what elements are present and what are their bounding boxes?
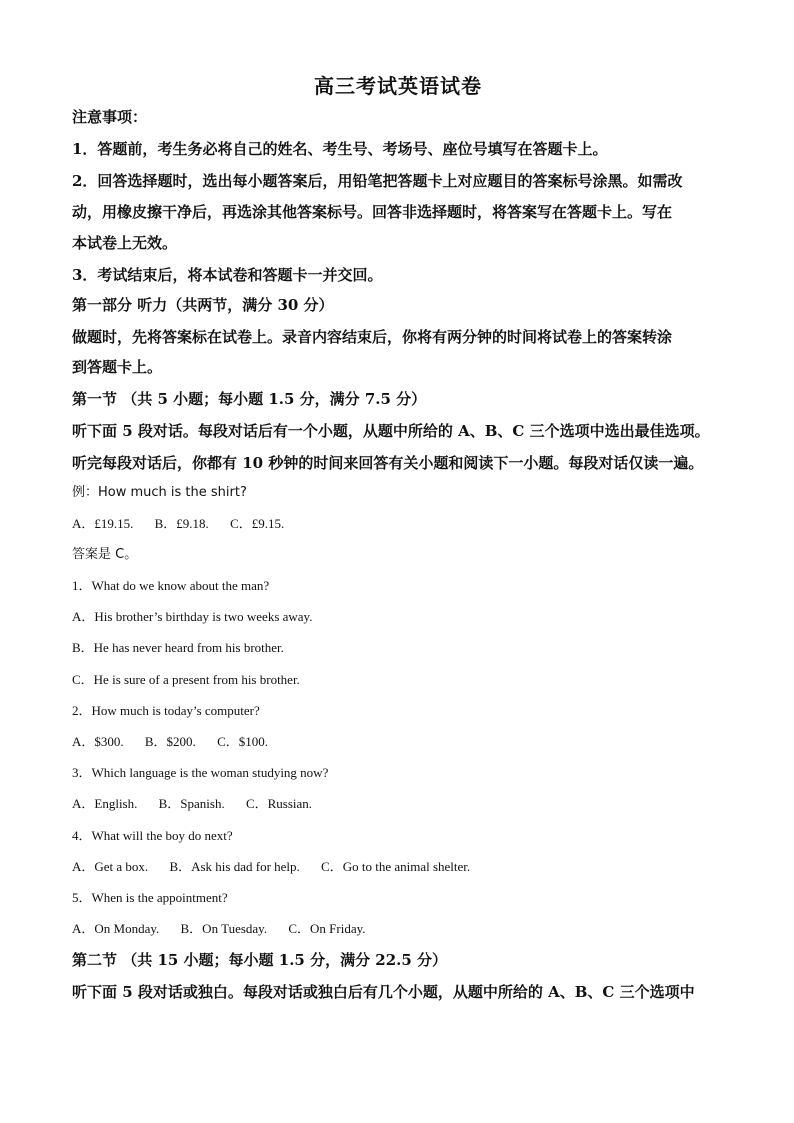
question-5-option-a: A．On Monday. bbox=[72, 921, 160, 936]
question-3-option-a: A．English. bbox=[72, 796, 138, 811]
page-title: 高三考试英语试卷 bbox=[314, 74, 482, 98]
question-1-option-a: A．His brother’s birthday is two weeks away. bbox=[72, 609, 313, 624]
question-1-stem: 1．What do we know about the man? bbox=[72, 578, 270, 593]
notice-heading: 注意事项： bbox=[72, 108, 148, 126]
question-3-option-c: C．Russian. bbox=[245, 796, 313, 811]
question-2-option-b: B．$200. bbox=[144, 734, 196, 749]
question-4-stem: 4．What will the boy do next? bbox=[72, 828, 233, 843]
question-4-option-c: C．Go to the animal shelter. bbox=[321, 859, 471, 874]
example-answer: 答案是 C。 bbox=[72, 547, 138, 562]
question-4-option-a: A．Get a box. bbox=[72, 859, 149, 874]
question-4-options bbox=[72, 856, 732, 878]
part1-instruction-line-1: 做题时，先将答案标在试卷上。录音内容结束后，你将有两分钟的时间将试卷上的答案转涂 bbox=[72, 328, 673, 346]
section1-instruction-line-2: 听完每段对话后，你都有 10 秒钟的时间来回答有关小题和阅读下一小题。每段对话仅读一遍。 bbox=[72, 454, 704, 472]
example-option-c: C．£9.15. bbox=[230, 516, 285, 531]
notice-item-2-line-2: 动，用橡皮擦干净后，再选涂其他答案标号。回答非选择题时，将答案写在答题卡上。写在 bbox=[72, 203, 673, 221]
question-1-option-b: B．He has never heard from his brother. bbox=[72, 640, 284, 655]
example-question: 例：How much is the shirt? bbox=[72, 485, 247, 500]
question-5-stem: 5．When is the appointment? bbox=[72, 890, 228, 905]
example-options bbox=[72, 513, 732, 535]
question-5-option-c: C．On Friday. bbox=[288, 921, 366, 936]
question-5-option-b: B．On Tuesday. bbox=[180, 921, 268, 936]
part1-instruction-line-2: 到答题卡上。 bbox=[72, 358, 163, 376]
example-option-b: B．£9.18. bbox=[154, 516, 209, 531]
question-2-stem: 2．How much is today’s computer? bbox=[72, 703, 260, 718]
notice-item-2-line-3: 本试卷上无效。 bbox=[72, 234, 178, 252]
notice-item-3: 3．考试结束后，将本试卷和答题卡一并交回。 bbox=[72, 266, 383, 284]
question-1-option-c: C．He is sure of a present from his brother. bbox=[72, 672, 300, 687]
section1-heading: 第一节 （共 5 小题；每小题 1.5 分，满分 7.5 分） bbox=[72, 390, 427, 408]
question-2-options bbox=[72, 731, 732, 753]
example-option-a: A．£19.15. bbox=[72, 516, 134, 531]
question-2-option-a: A．$300. bbox=[72, 734, 124, 749]
section1-instruction-line-1: 听下面 5 段对话。每段对话后有一个小题，从题中所给的 A、B、C 三个选项中选出最佳选项。 bbox=[72, 422, 710, 440]
question-3-stem: 3．Which language is the woman studying now? bbox=[72, 765, 329, 780]
section2-instruction-line-1: 听下面 5 段对话或独白。每段对话或独白后有几个小题，从题中所给的 A、B、C 三个选项中 bbox=[72, 983, 695, 1001]
question-3-option-b: B．Spanish. bbox=[158, 796, 225, 811]
question-2-option-c: C．$100. bbox=[217, 734, 268, 749]
notice-item-1: 1．答题前，考生务必将自己的姓名、考生号、考场号、座位号填写在答题卡上。 bbox=[72, 140, 608, 158]
section2-heading: 第二节 （共 15 小题；每小题 1.5 分，满分 22.5 分） bbox=[72, 951, 448, 969]
question-4-option-b: B．Ask his dad for help. bbox=[169, 859, 300, 874]
notice-item-2-line-1: 2．回答选择题时，选出每小题答案后，用铅笔把答题卡上对应题目的答案标号涂黑。如需改 bbox=[72, 172, 683, 190]
part1-heading: 第一部分 听力（共两节，满分 30 分） bbox=[72, 296, 334, 314]
question-3-options bbox=[72, 793, 732, 815]
question-5-options bbox=[72, 918, 732, 940]
